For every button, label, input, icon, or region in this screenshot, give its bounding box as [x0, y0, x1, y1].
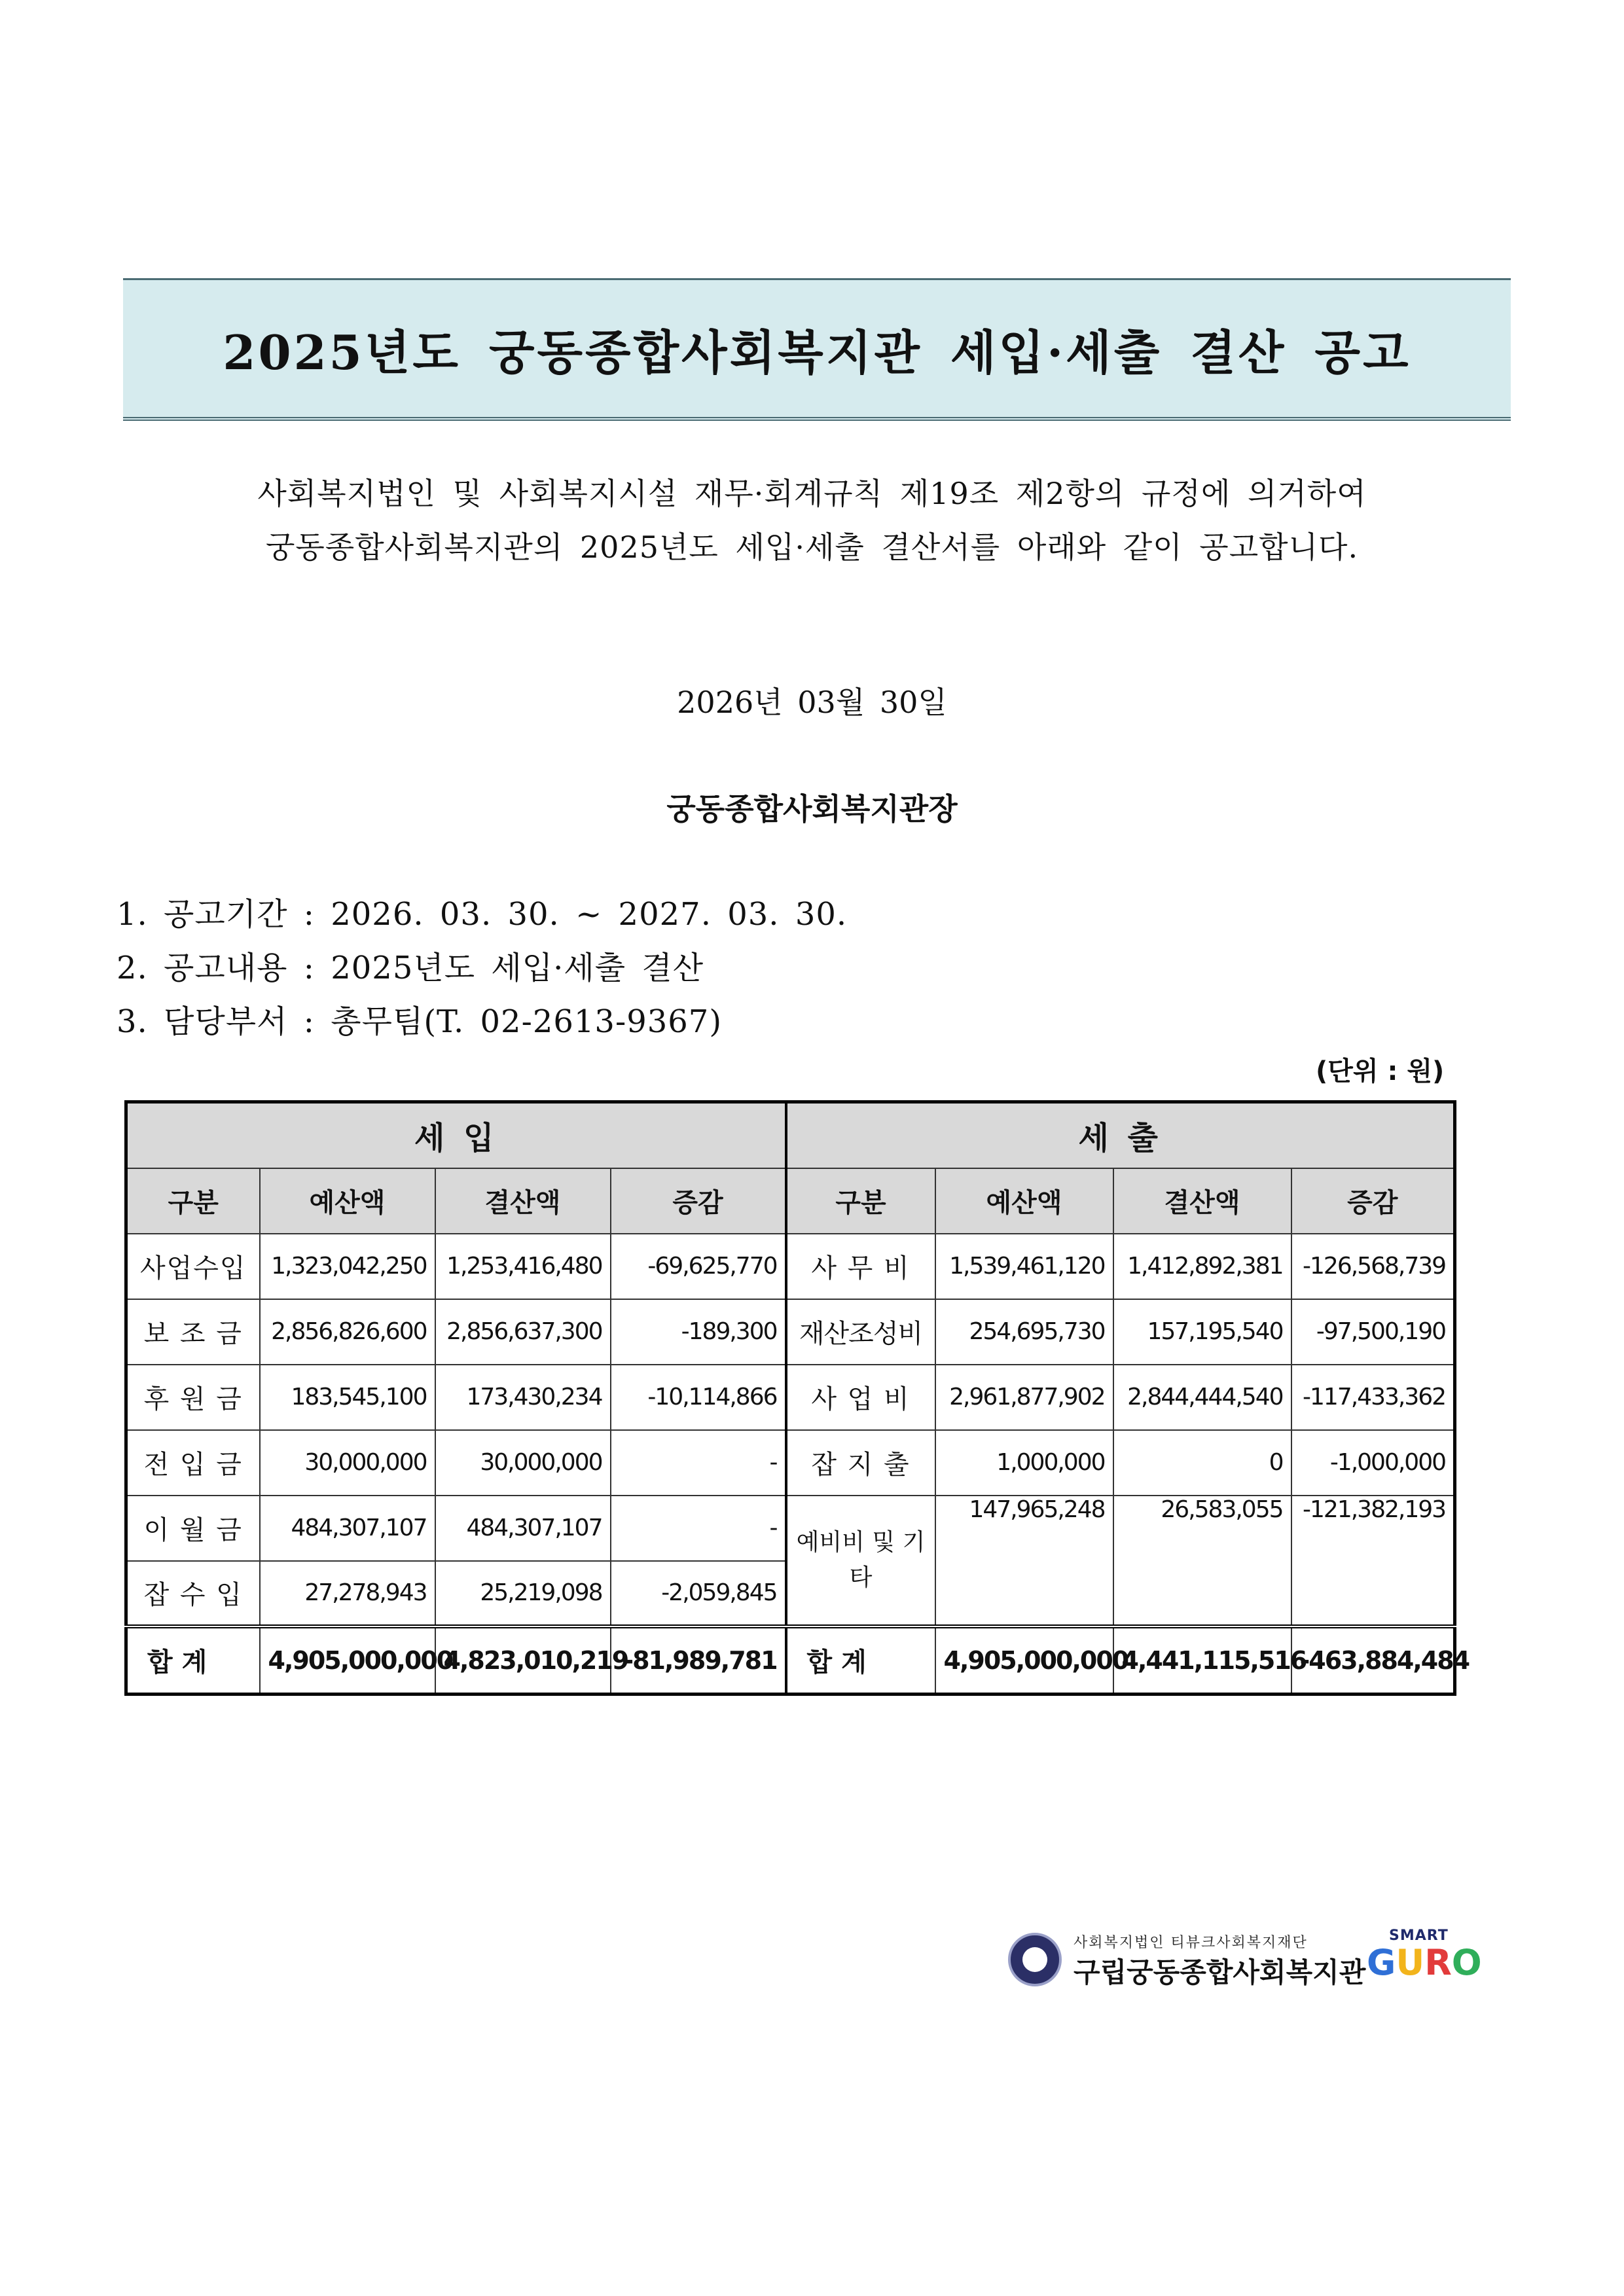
income-diff: -189,300: [611, 1299, 786, 1365]
income-diff: -10,114,866: [611, 1365, 786, 1430]
expense-budget: 147,965,248: [935, 1496, 1113, 1626]
income-actual: 484,307,107: [435, 1496, 611, 1561]
expense-budget: 1,539,461,120: [935, 1234, 1113, 1299]
guro-logo: GURO: [1367, 1942, 1482, 1983]
income-budget: 183,545,100: [260, 1365, 435, 1430]
director-signature: 궁동종합사회복지관장: [666, 791, 958, 827]
col-header: 예산액: [935, 1168, 1113, 1234]
income-actual: 25,219,098: [435, 1561, 611, 1626]
expense-label: 재산조성비: [786, 1299, 935, 1365]
table-row: [126, 1365, 1455, 1430]
col-header: 예산액: [260, 1168, 435, 1234]
expense-total-diff: -463,884,484: [1291, 1626, 1455, 1695]
seal-icon: [1008, 1933, 1062, 1986]
col-header: 증감: [611, 1168, 786, 1234]
expense-total-label: 합 계: [786, 1626, 935, 1695]
info-department: 3. 담당부서 : 총무팀(T. 02-2613-9367): [117, 1003, 723, 1040]
table-row: [126, 1299, 1455, 1365]
col-header: 결산액: [435, 1168, 611, 1234]
col-header: 결산액: [1113, 1168, 1291, 1234]
income-diff: -: [611, 1496, 786, 1561]
page-title: 2025년도 궁동종합사회복지관 세입·세출 결산 공고: [223, 324, 1411, 380]
smart-label: SMART: [1389, 1928, 1449, 1944]
expense-label: 사 무 비: [786, 1234, 935, 1299]
settlement-table: [124, 1100, 1470, 1696]
income-total-label: 합 계: [126, 1626, 260, 1695]
title-banner: [123, 278, 1511, 421]
expense-actual: 1,412,892,381: [1113, 1234, 1291, 1299]
footer-logo: [1008, 1928, 1482, 1993]
col-header: 구분: [786, 1168, 935, 1234]
expense-actual: 157,195,540: [1113, 1299, 1291, 1365]
expense-actual: 2,844,444,540: [1113, 1365, 1291, 1430]
expense-diff: -117,433,362: [1291, 1365, 1455, 1430]
expense-label: 예비비 및 기타: [786, 1496, 935, 1626]
income-diff: -69,625,770: [611, 1234, 786, 1299]
expense-actual: 26,583,055: [1113, 1496, 1291, 1626]
income-label: 후 원 금: [126, 1365, 260, 1430]
expense-diff: -126,568,739: [1291, 1234, 1455, 1299]
income-diff: -: [611, 1430, 786, 1496]
expense-label: 사 업 비: [786, 1365, 935, 1430]
income-total-budget: 4,905,000,000: [260, 1626, 435, 1695]
income-actual: 1,253,416,480: [435, 1234, 611, 1299]
income-actual: 173,430,234: [435, 1365, 611, 1430]
expense-label: 잡 지 출: [786, 1430, 935, 1496]
income-label: 사업수입: [126, 1234, 260, 1299]
info-period: 1. 공고기간 : 2026. 03. 30. ~ 2027. 03. 30.: [117, 896, 848, 933]
income-total-diff: -81,989,781: [611, 1626, 786, 1695]
income-total-actual: 4,823,010,219: [435, 1626, 611, 1695]
intro-line-2: 궁동종합사회복지관의 2025년도 세입·세출 결산서를 아래와 같이 공고합니다.: [265, 529, 1359, 565]
income-actual: 30,000,000: [435, 1430, 611, 1496]
income-budget: 27,278,943: [260, 1561, 435, 1626]
expense-total-actual: 4,441,115,516: [1113, 1626, 1291, 1695]
total-row: [126, 1626, 1455, 1695]
table-row: [126, 1496, 1455, 1561]
income-label: 보 조 금: [126, 1299, 260, 1365]
col-header: 증감: [1291, 1168, 1455, 1234]
income-budget: 2,856,826,600: [260, 1299, 435, 1365]
income-budget: 1,323,042,250: [260, 1234, 435, 1299]
expense-diff: -97,500,190: [1291, 1299, 1455, 1365]
unit-label: (단위 : 원): [1316, 1056, 1445, 1086]
expense-diff: -1,000,000: [1291, 1430, 1455, 1496]
income-label: 이 월 금: [126, 1496, 260, 1561]
notice-date: 2026년 03월 30일: [677, 685, 947, 720]
income-budget: 30,000,000: [260, 1430, 435, 1496]
intro-line-1: 사회복지법인 및 사회복지시설 재무·회계규칙 제19조 제2항의 규정에 의거하여: [257, 476, 1367, 511]
expense-budget: 254,695,730: [935, 1299, 1113, 1365]
expense-actual: 0: [1113, 1430, 1291, 1496]
table-row: [126, 1430, 1455, 1496]
income-budget: 484,307,107: [260, 1496, 435, 1561]
expense-header: 세 출: [786, 1102, 1455, 1168]
income-header: 세 입: [126, 1102, 786, 1168]
income-label: 전 입 금: [126, 1430, 260, 1496]
expense-total-budget: 4,905,000,000: [935, 1626, 1113, 1695]
income-actual: 2,856,637,300: [435, 1299, 611, 1365]
income-diff: -2,059,845: [611, 1561, 786, 1626]
expense-diff: -121,382,193: [1291, 1496, 1455, 1626]
info-content: 2. 공고내용 : 2025년도 세입·세출 결산: [117, 950, 704, 986]
col-header: 구분: [126, 1168, 260, 1234]
expense-budget: 2,961,877,902: [935, 1365, 1113, 1430]
foundation-name: 사회복지법인 티뷰크사회복지재단: [1074, 1935, 1308, 1951]
table-row: [126, 1234, 1455, 1299]
organization-name: 구립궁동종합사회복지관: [1074, 1956, 1366, 1988]
expense-budget: 1,000,000: [935, 1430, 1113, 1496]
income-label: 잡 수 입: [126, 1561, 260, 1626]
